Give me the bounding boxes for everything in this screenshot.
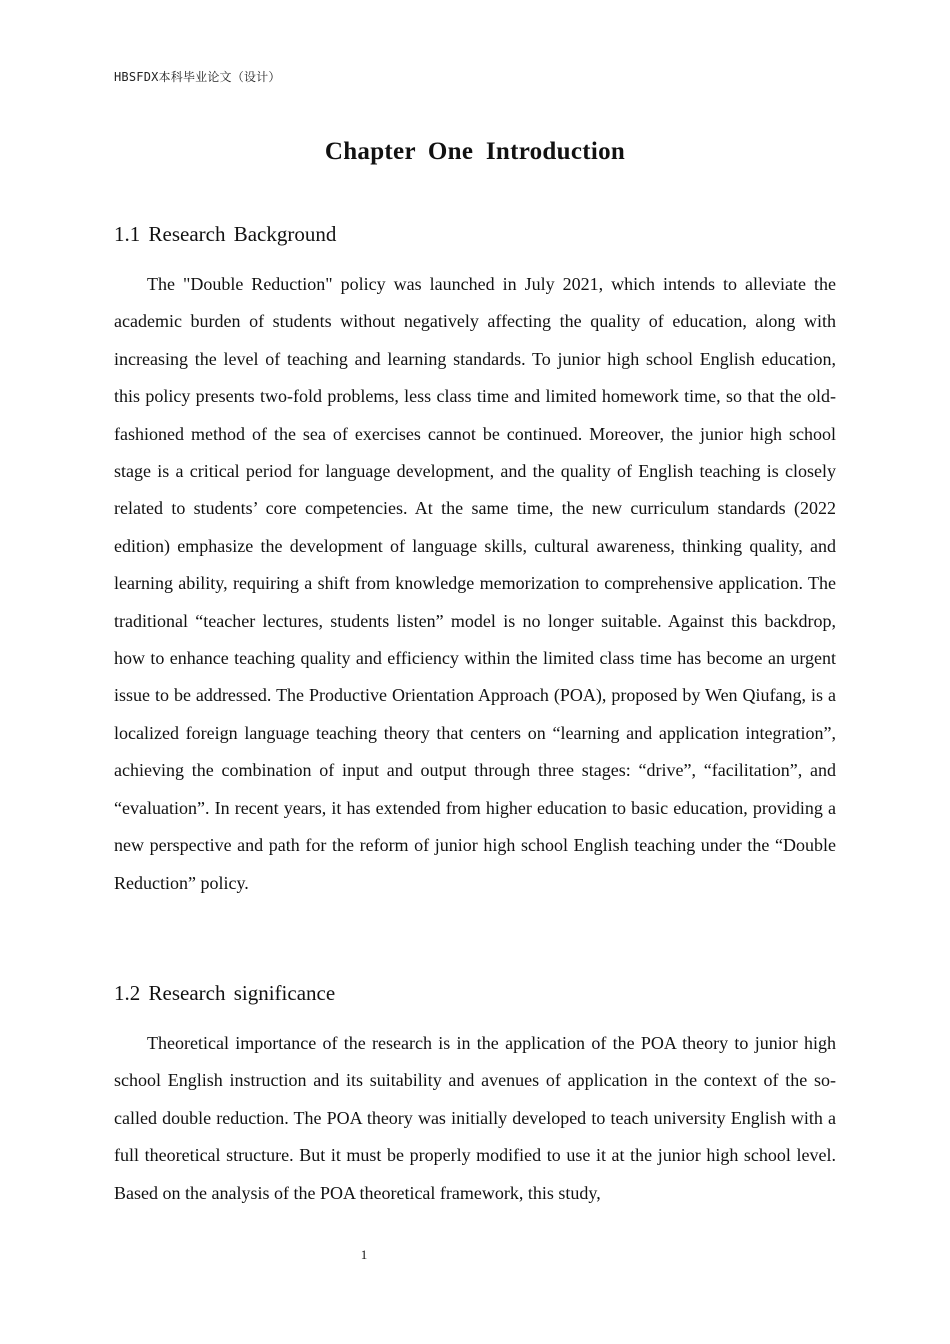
body-paragraph-research-background: The "Double Reduction" policy was launched in July 2021, which intends to alleviate the academic burden of students without negatively affecting the quality of education, along with increasing the level of teaching and learning standards. To junior high school English education, this policy presents two-fold problems, less class time and limited homework time, so that the old-fashioned method of the sea of exercises cannot be continued. Moreover, the junior high school stage is a critical period for language development, and the quality of English teaching is closely related to students’ core competencies. At the same time, the new curriculum standards (2022 edition) emphasize the development of language skills, cultural awareness, thinking quality, and learning ability, requiring a shift from knowledge memorization to comprehensive application. The traditional “teacher lectures, students listen” model is no longer suitable. Against this backdrop, how to enhance teaching quality and efficiency within the limited class time has become an urgent issue to be addressed. The Productive Orientation Approach (POA), proposed by Wen Qiufang, is a localized foreign language teaching theory that centers on “learning and application integration”, achieving the combination of input and output through three stages: “drive”, “facilitation”, and “evaluation”. In recent years, it has extended from higher education to basic education, providing a new perspective and path for the reform of junior high school English teaching under the “Double Reduction” policy. xyxy=(114,274,836,893)
section-heading-research-background: 1.1 Research Background xyxy=(114,222,337,246)
chapter-title: Chapter One Introduction xyxy=(324,138,626,165)
section-heading-research-significance: 1.2 Research significance xyxy=(114,981,336,1005)
body-paragraph-research-significance: Theoretical importance of the research is in the application of the POA theory to junior high school English instruction and its suitability and avenues of application in the context of the so-called double reduction. The POA theory was initially developed to teach university English with a full theoretical structure. But it must be properly modified to use it at the junior high school level. Based on the analysis of the POA theoretical framework, this study, xyxy=(114,1033,836,1203)
running-header: HBSFDX本科毕业论文（设计） xyxy=(114,70,281,84)
page-number: 1 xyxy=(360,1247,368,1262)
